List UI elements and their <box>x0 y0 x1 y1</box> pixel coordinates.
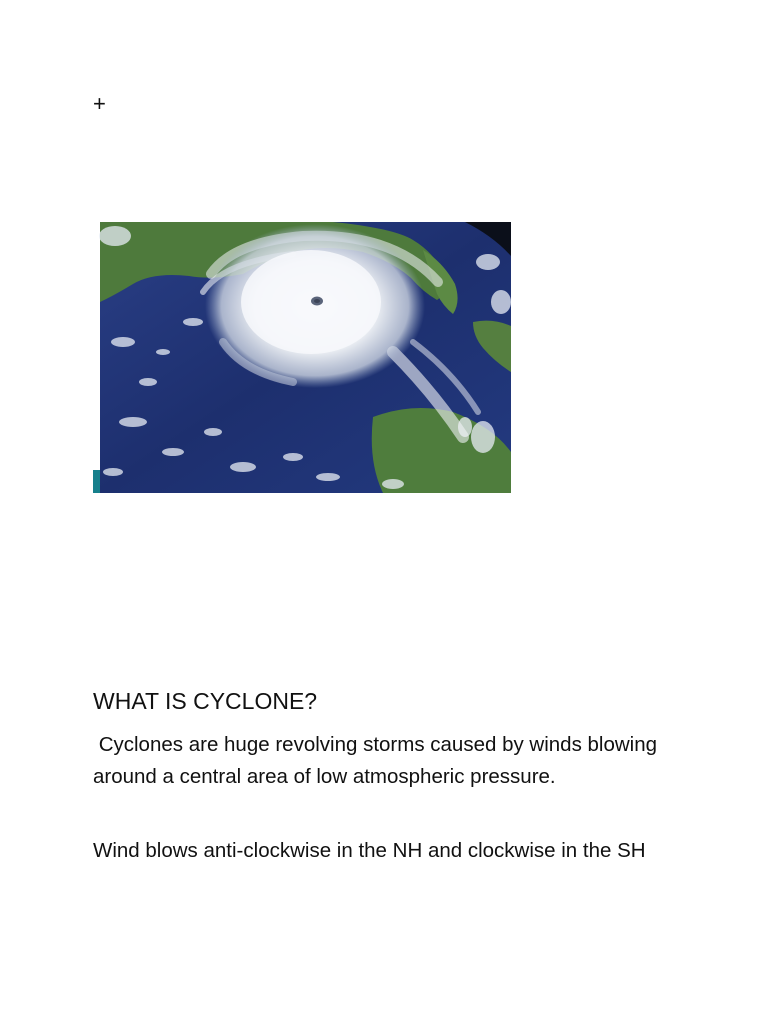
accent-strip <box>93 470 100 493</box>
section-heading: WHAT IS CYCLONE? <box>93 688 318 714</box>
cyclone-satellite-image-svg <box>93 222 511 493</box>
plus-marker: + <box>93 91 106 116</box>
cyclone-satellite-image <box>93 222 511 493</box>
paragraph-definition: Cyclones are huge revolving storms caused by winds blowing around a central area of low atmospheric pressure. <box>93 733 663 788</box>
paragraph-wind-direction: Wind blows anti-clockwise in the NH and clockwise in the SH <box>93 839 646 862</box>
